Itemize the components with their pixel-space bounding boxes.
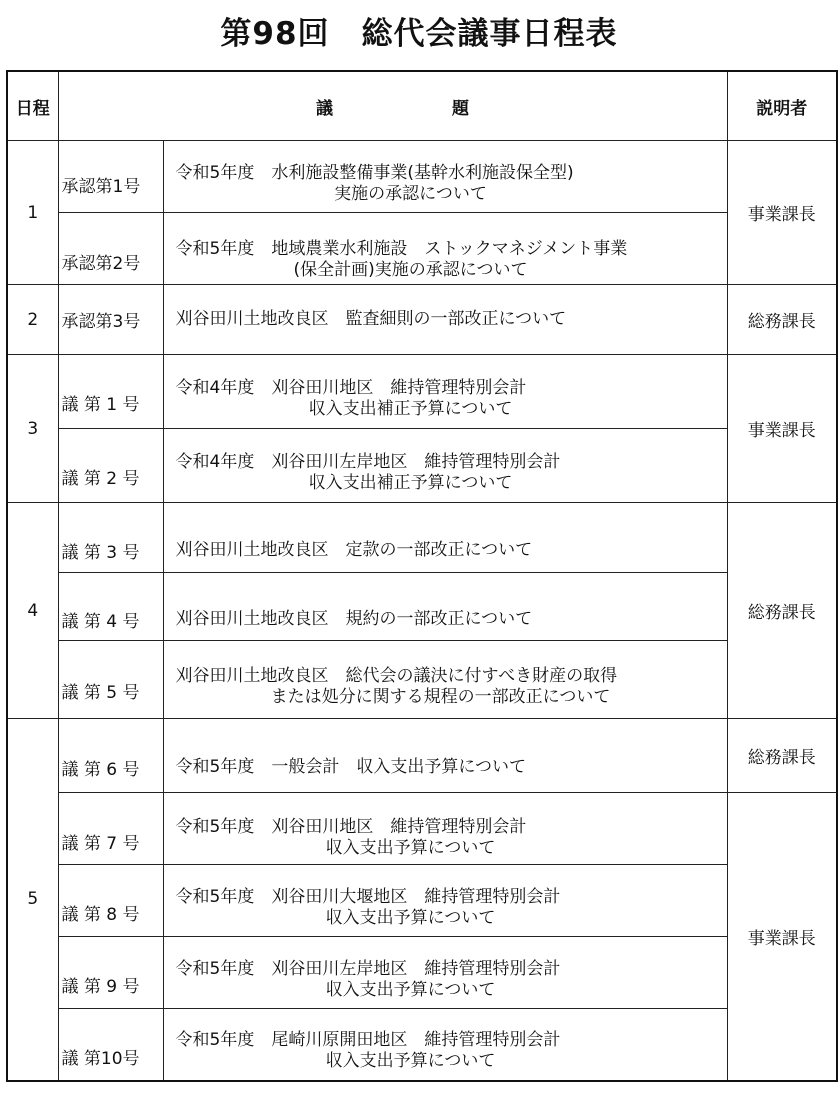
item-number: 承認第1号: [58, 141, 163, 213]
item-number: 議 第10号: [58, 1009, 163, 1081]
item-subject: [163, 865, 727, 937]
subject-line-1: 令和5年度 刈谷田川大堰地区 維持管理特別会計: [175, 886, 561, 907]
table-row: [7, 573, 837, 641]
subject-line-1: 令和4年度 刈谷田川左岸地区 維持管理特別会計: [175, 451, 561, 472]
subject-line-2: 収入支出予算について: [325, 837, 496, 858]
subject-line-1: 令和5年度 水利施設整備事業(基幹水利施設保全型): [175, 162, 574, 183]
header-day: 日程: [7, 71, 58, 141]
presenter-cell: 総務課長: [727, 503, 837, 719]
subject-line-1: 刈谷田川土地改良区 監査細則の一部改正について: [175, 309, 567, 329]
header-row: [7, 71, 837, 141]
table-row: [7, 141, 837, 213]
item-number: 議 第 9 号: [58, 937, 163, 1009]
item-number: 承認第3号: [58, 285, 163, 355]
table-row: [7, 641, 837, 719]
subject-line-1: 令和5年度 一般会計 収入支出予算について: [175, 757, 526, 777]
item-number: 議 第 3 号: [58, 503, 163, 573]
subject-line-2: 収入支出補正予算について: [308, 398, 513, 419]
table-row: [7, 285, 837, 355]
table-row: [7, 865, 837, 937]
presenter-cell: 事業課長: [727, 793, 837, 1081]
subject-line-1: 刈谷田川土地改良区 定款の一部改正について: [175, 540, 533, 560]
item-subject: [163, 719, 727, 793]
subject-line-1: 令和5年度 尾崎川原開田地区 維持管理特別会計: [175, 1030, 561, 1051]
subject-line-1: 令和5年度 刈谷田川地区 維持管理特別会計: [175, 816, 527, 837]
item-subject: [163, 573, 727, 641]
subject-line-1: 刈谷田川土地改良区 総代会の議決に付すべき財産の取得: [175, 665, 618, 686]
table-row: [7, 355, 837, 429]
day-cell: 3: [7, 355, 58, 503]
subject-line-2: 収入支出予算について: [325, 979, 496, 1000]
subject-line-1: 刈谷田川土地改良区 規約の一部改正について: [175, 609, 533, 629]
item-subject: [163, 1009, 727, 1081]
subject-line-2: 収入支出補正予算について: [308, 472, 513, 493]
table-row: [7, 793, 837, 865]
item-number: 議 第 4 号: [58, 573, 163, 641]
subject-line-1: 令和5年度 地域農業水利施設 ストックマネジメント事業: [175, 238, 628, 259]
subject-line-1: 令和5年度 刈谷田川左岸地区 維持管理特別会計: [175, 958, 561, 979]
item-subject: [163, 937, 727, 1009]
item-subject: [163, 213, 727, 285]
item-subject: [163, 429, 727, 503]
item-subject: [163, 285, 727, 355]
table-row: [7, 937, 837, 1009]
subject-line-1: 令和4年度 刈谷田川地区 維持管理特別会計: [175, 377, 527, 398]
item-number: 議 第 7 号: [58, 793, 163, 865]
subject-line-2: 収入支出予算について: [325, 1051, 496, 1072]
presenter-cell: 総務課長: [727, 285, 837, 355]
subject-line-2: 実施の承認について: [334, 183, 487, 204]
day-cell: 1: [7, 141, 58, 285]
subject-line-2: または処分に関する規程の一部改正について: [270, 686, 611, 707]
item-subject: [163, 141, 727, 213]
presenter-cell: 総務課長: [727, 719, 837, 793]
header-subject: 議 題: [58, 71, 727, 141]
presenter-cell: 事業課長: [727, 141, 837, 285]
item-subject: [163, 793, 727, 865]
item-number: 議 第 8 号: [58, 865, 163, 937]
table-row: [7, 503, 837, 573]
table-row: [7, 719, 837, 793]
day-cell: 2: [7, 285, 58, 355]
agenda-table: [6, 70, 838, 1082]
subject-line-2: 収入支出予算について: [325, 907, 496, 928]
item-subject: [163, 503, 727, 573]
table-row: [7, 1009, 837, 1081]
page-title: 第98回 総代会議事日程表: [220, 16, 618, 52]
item-number: 議 第 5 号: [58, 641, 163, 719]
day-cell: 4: [7, 503, 58, 719]
table-row: [7, 213, 837, 285]
table-row: [7, 429, 837, 503]
item-number: 議 第 2 号: [58, 429, 163, 503]
item-subject: [163, 355, 727, 429]
presenter-cell: 事業課長: [727, 355, 837, 503]
item-number: 議 第 6 号: [58, 719, 163, 793]
day-cell: 5: [7, 719, 58, 1081]
item-number: 議 第 1 号: [58, 355, 163, 429]
item-subject: [163, 641, 727, 719]
subject-line-2: (保全計画)実施の承認について: [293, 259, 528, 280]
header-presenter: 説明者: [727, 71, 837, 141]
item-number: 承認第2号: [58, 213, 163, 285]
